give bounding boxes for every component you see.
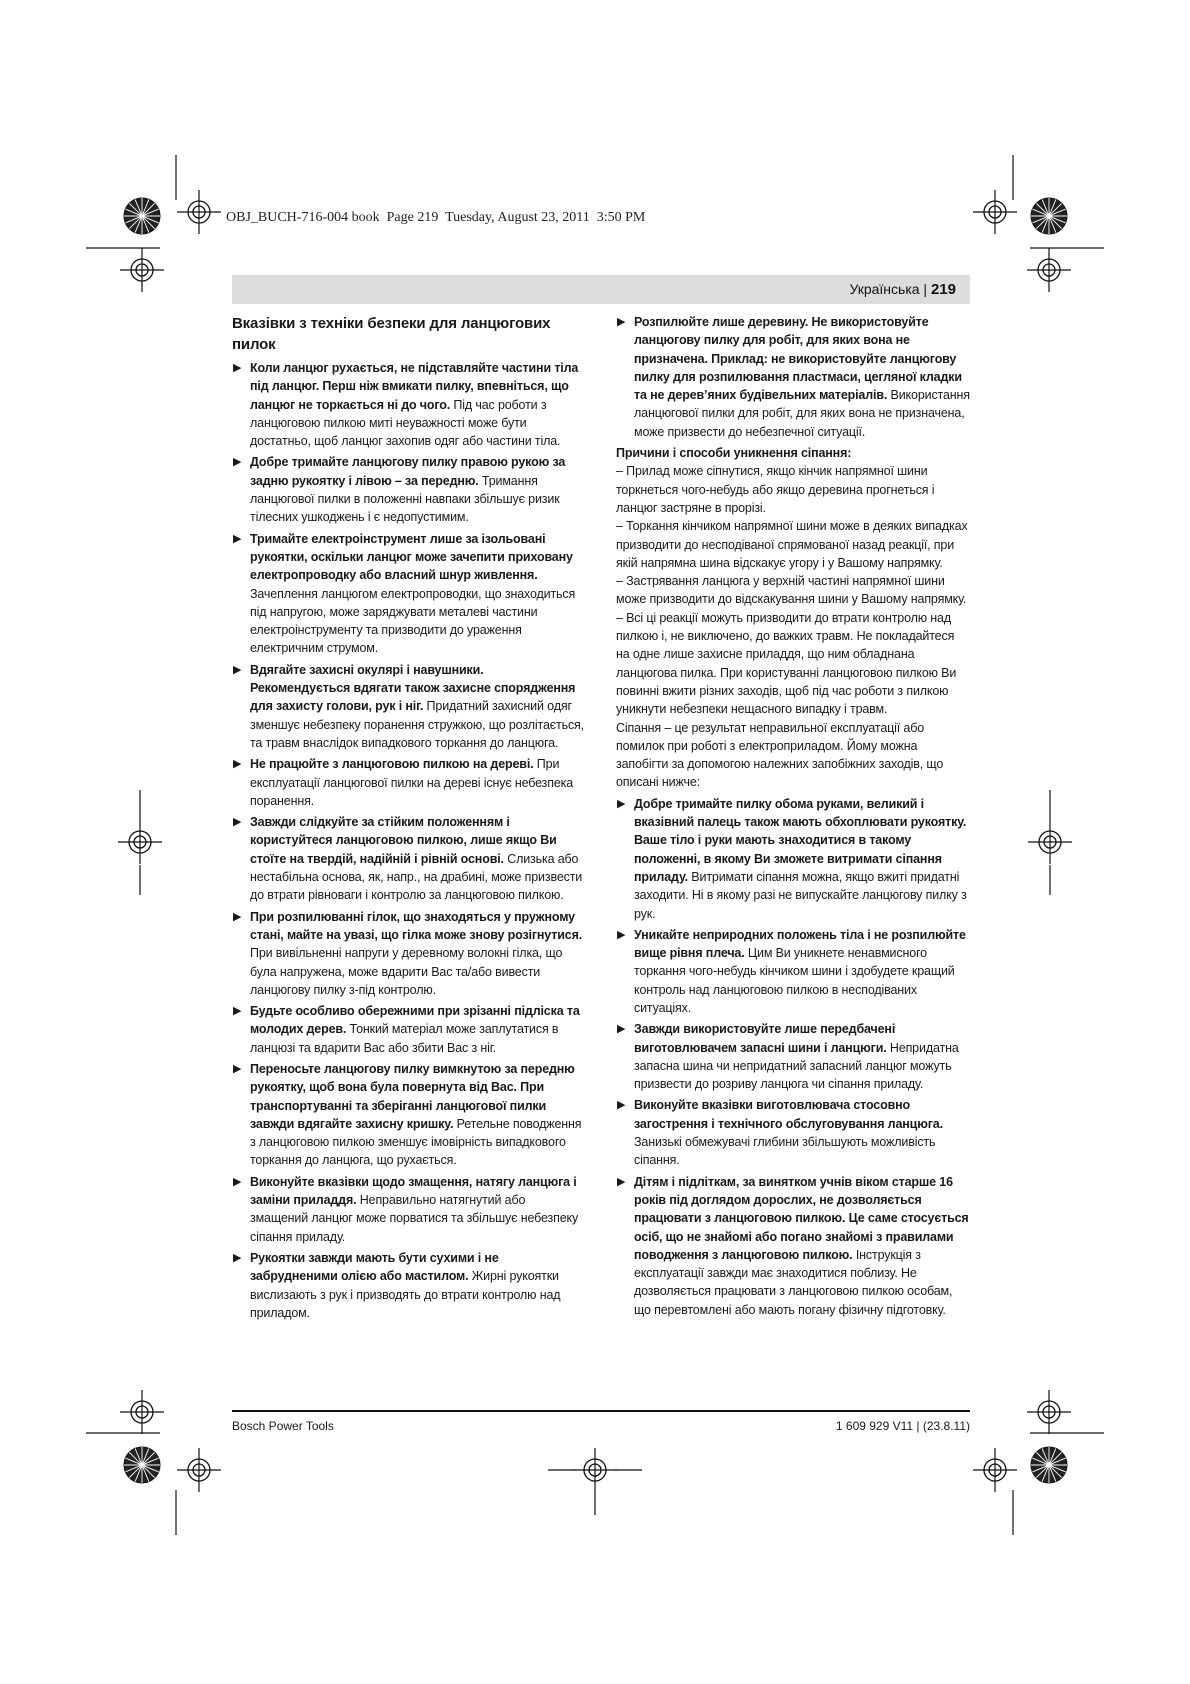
safety-item — [232, 1173, 584, 1246]
safety-item-bold: Розпилюйте лише деревину. Не використовуйте ланцюгову пилку для робіт, для яких вона не призначена. Приклад: не використовуйте ланцюгову пилку для розпилювання пластмаси, цегляної кладки та не дерев’яних будівельних матеріалів. — [634, 315, 962, 403]
triangle-bullet-icon: ▶ — [617, 1175, 626, 1188]
safety-item-bold: Виконуйте вказівки щодо змащення, натягу ланцюга і заміни приладдя. — [250, 1174, 577, 1208]
safety-item-text: Під час роботи з ланцюговою пилкою миті неуважності може бути достатньо, щоб ланцюг захопив одяг або частини тіла. — [250, 397, 561, 449]
safety-item-text: Використання ланцюгової пилки для робіт, для яких вона не призначена, може призвести до небезпечної ситуації. — [634, 388, 970, 439]
safety-item-bold: Добре тримайте ланцюгову пилку правою рукою за задню рукоятку і лівою – за передню. — [250, 455, 566, 488]
safety-item-text: Ретельне поводження з ланцюговою пилкою зменшує імовірність випадкового торкання до ланцюга, що рухається. — [250, 1116, 582, 1168]
triangle-bullet-icon: ▶ — [233, 910, 242, 923]
page-number: 219 — [930, 281, 956, 298]
triangle-bullet-icon: ▶ — [233, 1005, 242, 1018]
triangle-bullet-icon: ▶ — [617, 797, 626, 810]
kickback-paragraph: – Застрявання ланцюга у верхній частині напрямної шини може призводити до відскакування шини у Вашому напрямку. — [616, 574, 967, 607]
section-title: Вказівки з техніки безпеки для ланцюгових пилок — [232, 315, 551, 353]
safety-item-text: Неправильно натягнутий або змащений ланцюг може порватися та збільшує небезпеку сіпання приладу. — [250, 1193, 579, 1244]
safety-item-bold: Переносьте ланцюгову пилку вимкнутою за передню рукоятку, щоб вона була повернута від Вас. При транспортуванні та зберіганні ланцюгової пилки завжди вдягайте захисну кришку. — [250, 1061, 575, 1131]
safety-item-bold: Завжди слідкуйте за стійким положенням і користуйтеся ланцюговою пилкою, лише якщо Ви стоїте на твердій, надійній і рівній основі. — [250, 815, 557, 866]
safety-item-text: Тримання ланцюгової пилки в положенні навпаки збільшує ризик тілесних ушкоджень і є недопустимим. — [250, 473, 560, 525]
safety-item-bold: Виконуйте вказівки виготовлювача стосовно загострення і технічного обслуговування ланцюга. — [634, 1098, 943, 1131]
footer-brand: Bosch Power Tools — [232, 1419, 334, 1433]
safety-item-bold: Будьте особливо обережними при зрізанні підліска та молодих дерев. — [250, 1004, 580, 1037]
safety-item-text: Інструкція з експлуатації завжди має знаходитися поблизу. Не дозволяється працювати з ланцюговою пилкою особам, що перевтомлені або мають погану фізичну підготовку. — [634, 1247, 953, 1317]
left-item-list — [232, 359, 584, 1322]
safety-item-text: Непридатна запасна шина чи непридатний запасний ланцюг можуть призвести до розриву ланцюга чи сіпання приладу. — [634, 1040, 959, 1092]
safety-item — [232, 453, 584, 526]
print-slug: OBJ_BUCH-716-004 book Page 219 Tuesday, August 23, 2011 3:50 PM — [226, 210, 646, 225]
triangle-bullet-icon: ▶ — [233, 1062, 242, 1075]
footer-rule — [232, 1410, 970, 1412]
safety-item — [232, 1002, 584, 1057]
safety-item — [616, 1096, 971, 1169]
triangle-bullet-icon: ▶ — [617, 316, 626, 328]
safety-item-text: Придатний захисний одяг зменшує небезпеку поранення стружкою, що розлітається, та травм внаслідок випадкового торкання до ланцюга. — [250, 699, 584, 750]
triangle-bullet-icon: ▶ — [617, 1023, 626, 1036]
safety-item — [616, 313, 971, 441]
right-first-item-container — [616, 313, 971, 441]
safety-item-bold: Тримайте електроінструмент лише за ізольовані рукоятки, оскільки ланцюг може зачепити приховану електропроводку або власний шнур живлення. — [250, 531, 573, 583]
safety-item-text: Слизька або нестабільна основа, як, напр., на драбині, може призвести до втрати рівноваги і контролю за ланцюговою пилкою. — [250, 851, 583, 903]
safety-item-bold: Коли ланцюг рухається, не підставляйте частини тіла під ланцюг. Перш ніж вмикати пилку, впевніться, що ланцюг не торкається ні до чого. — [250, 361, 579, 412]
kickback-paragraph: – Торкання кінчиком напрямної шини може в деяких випадках призводити до несподіваної спрямованої назад реакції, при якій напрямна шина відскакує угору і у Вашому напрямку. — [616, 519, 968, 570]
kickback-paragraph: – Всі ці реакції можуть призводити до втрати контролю над пилкою і, не виключено, до важких травм. Не покладайтеся на одне лише захисне приладдя, що ним обладнана ланцюгова пилка. При користуванні ланцюговою пилкою Ви повинні вжити різних заходів, щоб під час роботи з пилкою уникнути небезпеки нещасного випадку і травм. — [616, 610, 957, 717]
safety-item — [232, 755, 584, 810]
right-column — [616, 313, 971, 1322]
safety-item — [616, 1173, 971, 1319]
triangle-bullet-icon: ▶ — [617, 928, 626, 941]
safety-item — [616, 795, 971, 923]
safety-item — [232, 908, 584, 999]
page-header — [232, 275, 970, 304]
safety-item — [232, 1249, 584, 1322]
safety-item-text: Тонкий матеріал може заплутатися в ланцюзі та вдарити Вас або збити Вас з ніг. — [250, 1022, 559, 1055]
left-column — [232, 313, 584, 1325]
triangle-bullet-icon: ▶ — [617, 1099, 626, 1112]
safety-item-bold: Добре тримайте пилку обома руками, великий і вказівний палець також мають обхоплювати рукоятку. Ваше тіло і руки мають знаходитися в такому положенні, в якому Ви зможете витримати сіпання приладу. — [634, 796, 967, 884]
safety-item-bold: Не працюйте з ланцюговою пилкою на дереві. — [250, 757, 534, 772]
kickback-paragraph: – Прилад може сіпнутися, якщо кінчик напрямної шини торкнеться чого-небудь або якщо деревина прогнеться і ланцюг застряне в прорізі. — [616, 464, 935, 515]
registration-mark-top-left — [177, 190, 221, 234]
kickback-paragraphs — [616, 462, 971, 791]
safety-item-bold: Рукоятки завжди мають бути сухими і не забрудненими олією або мастилом. — [250, 1250, 499, 1284]
safety-item — [616, 1020, 971, 1093]
safety-item — [232, 813, 584, 904]
kickback-paragraph: Сіпання – це результат неправильної експлуатації або помилок при роботі з електроприладом. Йому можна запобігти за допомогою належних запобіжних заходів, що описані нижче: — [616, 720, 944, 790]
triangle-bullet-icon: ▶ — [233, 362, 242, 374]
triangle-bullet-icon: ▶ — [233, 758, 242, 771]
safety-item-text: Витримати сіпання можна, якщо вжиті придатні заходити. Ні в якому разі не випускайте ланцюгову пилку з рук. — [634, 869, 967, 921]
header-separator: | — [919, 281, 931, 297]
triangle-bullet-icon: ▶ — [233, 1175, 242, 1188]
header-text — [849, 281, 956, 298]
safety-item-text: При експлуатації ланцюгової пилки на дереві існує небезпека поранення. — [250, 757, 574, 808]
safety-item-text: При вивільненні напруги у деревному волокні гілка, що була напружена, може вдарити Вас та/або вивести ланцюгову пилку з-під контролю. — [250, 946, 563, 997]
footer-doc-code: 1 609 929 V11 | (23.8.11) — [835, 1419, 970, 1433]
triangle-bullet-icon: ▶ — [233, 532, 242, 545]
triangle-bullet-icon: ▶ — [233, 1251, 242, 1264]
safety-item-bold: Уникайте неприродних положень тіла і не розпилюйте вище рівня плеча. — [634, 927, 966, 961]
safety-item-bold: Завжди використовуйте лише передбачені виготовлювачем запасні шини і ланцюги. — [634, 1022, 896, 1055]
triangle-bullet-icon: ▶ — [233, 663, 242, 676]
safety-item — [232, 661, 584, 752]
header-language: Українська — [849, 281, 920, 297]
triangle-bullet-icon: ▶ — [233, 456, 242, 469]
safety-item-text: Цим Ви уникнете ненавмисного торкання чого-небудь кінчиком шини і здобудете кращий контроль над ланцюговою пилкою в несподіваних ситуаціях. — [634, 946, 955, 1015]
safety-item — [232, 359, 584, 450]
safety-item-text: Жирні рукоятки вислизають з рук і призводять до втрати контролю над приладом. — [250, 1269, 561, 1320]
safety-item — [616, 926, 971, 1017]
safety-item-bold: При розпилюванні гілок, що знаходяться у пружному стані, майте на увазі, що гілка може знову розігнутися. — [250, 909, 583, 942]
safety-item-text: Зачеплення ланцюгом електропроводки, що знаходиться під напругою, може заряджувати металеві частини електроінструменту та призводити до ураження електричним струмом. — [250, 586, 576, 656]
right-item-list — [616, 795, 971, 1319]
safety-item-bold: Вдягайте захисні окулярі і навушники. Рекомендується вдягати також захисне спорядження для захисту голови, рук і ніг. — [250, 662, 576, 714]
safety-item — [232, 1060, 584, 1170]
safety-item — [232, 530, 584, 658]
safety-item-text: Занизькі обмежувачі глибини збільшують можливість сіпання. — [634, 1135, 936, 1168]
triangle-bullet-icon: ▶ — [233, 816, 242, 829]
safety-item-bold: Дітям і підліткам, за винятком учнів віком старше 16 років під доглядом дорослих, не дозволяється працювати з ланцюговою пилкою. Це саме стосується осіб, що не знайомі або погано знайомі з правилами поводження з ланцюговою пилкою. — [634, 1174, 969, 1262]
kickback-title: Причини і способи уникнення сіпання: — [616, 446, 852, 461]
